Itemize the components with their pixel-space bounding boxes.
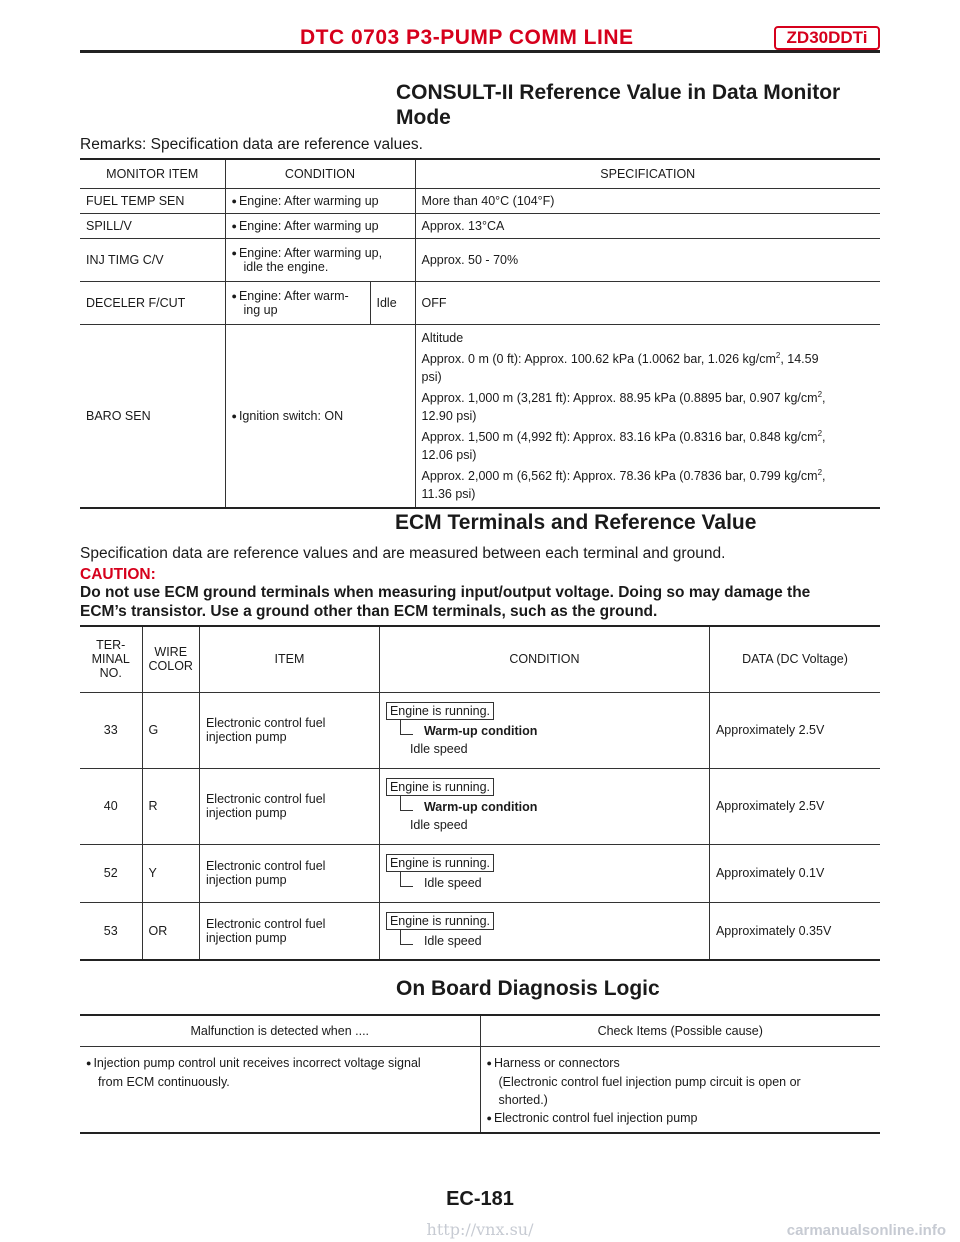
consult-section-title xyxy=(396,80,840,130)
item-cell: Electronic control fuel injection pump xyxy=(199,692,379,768)
spec-cell: OFF xyxy=(421,295,447,310)
col-item: ITEM xyxy=(199,626,379,692)
condition-sub: Warm-up condition Idle speed xyxy=(386,798,703,834)
consult-header-row xyxy=(80,159,880,188)
item-cell: Electronic control fuel injection pump xyxy=(199,844,379,902)
obd-section-title: On Board Diagnosis Logic xyxy=(396,977,660,1000)
bullet-icon: ● xyxy=(231,290,237,301)
header-title: DTC 0703 P3-PUMP COMM LINE xyxy=(300,26,634,49)
data-cell: Approximately 0.1V xyxy=(715,866,825,880)
col-terminal: TER- MINAL NO. xyxy=(80,626,142,692)
condition-text: ing up xyxy=(243,302,278,317)
bullet-icon: ● xyxy=(231,195,237,206)
condition-cell xyxy=(379,844,709,902)
col-condition: CONDITION xyxy=(225,159,415,188)
spec-cell: More than 40°C (104°F) xyxy=(421,193,555,208)
consult-title-line2: Mode xyxy=(396,106,451,129)
model-badge: ZD30DDTi xyxy=(774,26,880,50)
spec-line: Approx. 0 m (0 ft): Approx. 100.62 kPa (1.0062 bar, 1.026 $kg/cm^2$, 14.59 xyxy=(421,350,819,366)
condition-cell xyxy=(225,213,415,238)
ecm-section-title: ECM Terminals and Reference Value xyxy=(395,511,757,534)
condition-text: Engine: After warming up xyxy=(238,193,379,208)
condition-cell xyxy=(379,692,709,768)
table-row xyxy=(80,768,880,844)
spec-line: Approx. 1,000 m (3,281 ft): Approx. 88.95 kPa (0.8895 bar, 0.907 $kg/cm^2$, xyxy=(421,389,826,405)
data-cell: Approximately 2.5V xyxy=(715,723,825,737)
wire-color: R xyxy=(142,768,199,844)
col-specification: SPECIFICATION xyxy=(600,166,696,181)
condition-sub: Warm-up condition Idle speed xyxy=(386,722,703,758)
col-wire-color: WIRE COLOR xyxy=(142,626,199,692)
table-row xyxy=(80,238,880,281)
data-cell: Approximately 0.35V xyxy=(715,923,832,938)
watermark-url: http://vnx.su/ xyxy=(426,1220,534,1239)
monitor-item: FUEL TEMP SEN xyxy=(80,188,225,213)
terminal-no: 40 xyxy=(80,768,142,844)
table-row xyxy=(80,1046,880,1133)
col-condition: CONDITION xyxy=(379,626,709,692)
condition-box: Engine is running. xyxy=(386,702,494,720)
spec-line: 11.36 psi) xyxy=(421,487,476,502)
condition-sub: Idle speed xyxy=(386,874,703,892)
col-data: DATA (DC Voltage) xyxy=(742,652,848,667)
spec-cell xyxy=(415,324,880,508)
data-cell: Approximately 2.5V xyxy=(715,799,825,813)
monitor-item: SPILL/V xyxy=(80,213,225,238)
condition-text: Ignition switch: ON xyxy=(238,408,344,423)
bullet-icon: ● xyxy=(486,1112,492,1123)
caution-line1: Do not use ECM ground terminals when measuring input/output voltage. Doing so may damage the xyxy=(80,584,811,601)
col-monitor-item: MONITOR ITEM xyxy=(80,159,225,188)
wire-color: G xyxy=(142,692,199,768)
condition-cell xyxy=(225,188,415,213)
consult-remark: Remarks: Specification data are reference values. xyxy=(80,136,423,153)
consult-title-line1: CONSULT-II Reference Value in Data Monitor xyxy=(396,81,841,104)
bullet-icon: ● xyxy=(231,410,237,421)
wire-color: Y xyxy=(142,844,199,902)
monitor-item: INJ TIMG C/V xyxy=(80,238,225,281)
table-row xyxy=(80,188,880,213)
monitor-item: DECELER F/CUT xyxy=(80,281,225,324)
condition-cell xyxy=(225,324,415,508)
ecm-table xyxy=(80,625,880,961)
condition-box: Engine is running. xyxy=(386,854,494,872)
condition-cell xyxy=(379,768,709,844)
page-number: EC-181 xyxy=(446,1188,514,1210)
condition-cell xyxy=(379,902,709,960)
condition-text: Engine: After warm- xyxy=(238,288,349,303)
bullet-icon: ● xyxy=(231,220,237,231)
obd-header-row xyxy=(80,1015,880,1046)
bullet-icon: ● xyxy=(486,1057,492,1068)
header-rule xyxy=(80,50,880,53)
spec-cell: Approx. 13°CA xyxy=(421,218,505,233)
caution-line2: ECM’s transistor. Use a ground other than ECM terminals, such as the ground. xyxy=(80,603,658,620)
spec-line: Approx. 2,000 m (6,562 ft): Approx. 78.36 kPa (0.7836 bar, 0.799 $kg/cm^2$, xyxy=(421,467,826,484)
spec-line: 12.06 psi) xyxy=(421,447,477,462)
condition-text: Engine: After warming up, xyxy=(238,245,383,260)
condition-text: Engine: After warming up xyxy=(238,218,379,233)
condition-sub: Idle speed xyxy=(386,932,703,950)
condition-box: Engine is running. xyxy=(386,912,494,930)
table-row xyxy=(80,213,880,238)
table-row xyxy=(80,281,880,324)
spec-line: Approx. 1,500 m (4,992 ft): Approx. 83.16 kPa (0.8316 bar, 0.848 $kg/cm^2$, xyxy=(421,428,826,444)
table-row xyxy=(80,902,880,960)
terminal-no: 33 xyxy=(80,692,142,768)
terminal-no: 53 xyxy=(80,902,142,960)
obd-table xyxy=(80,1014,880,1134)
consult-table xyxy=(80,158,880,509)
condition-cell xyxy=(225,281,370,324)
spec-line: psi) xyxy=(421,369,442,384)
ecm-intro: Specification data are reference values and are measured between each terminal and ground. xyxy=(80,545,726,562)
ecm-header-row xyxy=(80,626,880,692)
bullet-icon: ● xyxy=(231,247,237,258)
check-items-cell: ● Harness or connectors (Electronic control fuel injection pump circuit is open or shorted.) ● Electronic control fuel injection pump xyxy=(486,1055,801,1125)
spec-line: 12.90 psi) xyxy=(421,408,477,423)
condition-cell xyxy=(225,238,415,281)
wire-color: OR xyxy=(142,902,199,960)
item-cell: Electronic control fuel injection pump xyxy=(199,902,379,960)
condition-box: Engine is running. xyxy=(386,778,494,796)
malfunction-cell: ● Injection pump control unit receives incorrect voltage signal from ECM continuously. xyxy=(80,1046,480,1133)
terminal-no: 52 xyxy=(80,844,142,902)
spec-line: Altitude xyxy=(421,330,464,345)
table-row xyxy=(80,324,880,508)
subcondition-cell: Idle xyxy=(370,281,415,324)
caution-label: CAUTION: xyxy=(80,566,156,583)
table-row xyxy=(80,844,880,902)
col-check-items: Check Items (Possible cause) xyxy=(597,1023,763,1038)
monitor-item: BARO SEN xyxy=(80,324,225,508)
spec-cell: Approx. 50 - 70% xyxy=(421,252,519,267)
item-cell: Electronic control fuel injection pump xyxy=(199,768,379,844)
watermark-site: carmanualsonline.info xyxy=(786,1222,946,1239)
condition-text: idle the engine. xyxy=(243,259,329,274)
bullet-icon: ● xyxy=(86,1057,92,1068)
table-row xyxy=(80,692,880,768)
col-malfunction: Malfunction is detected when .... xyxy=(80,1015,480,1046)
